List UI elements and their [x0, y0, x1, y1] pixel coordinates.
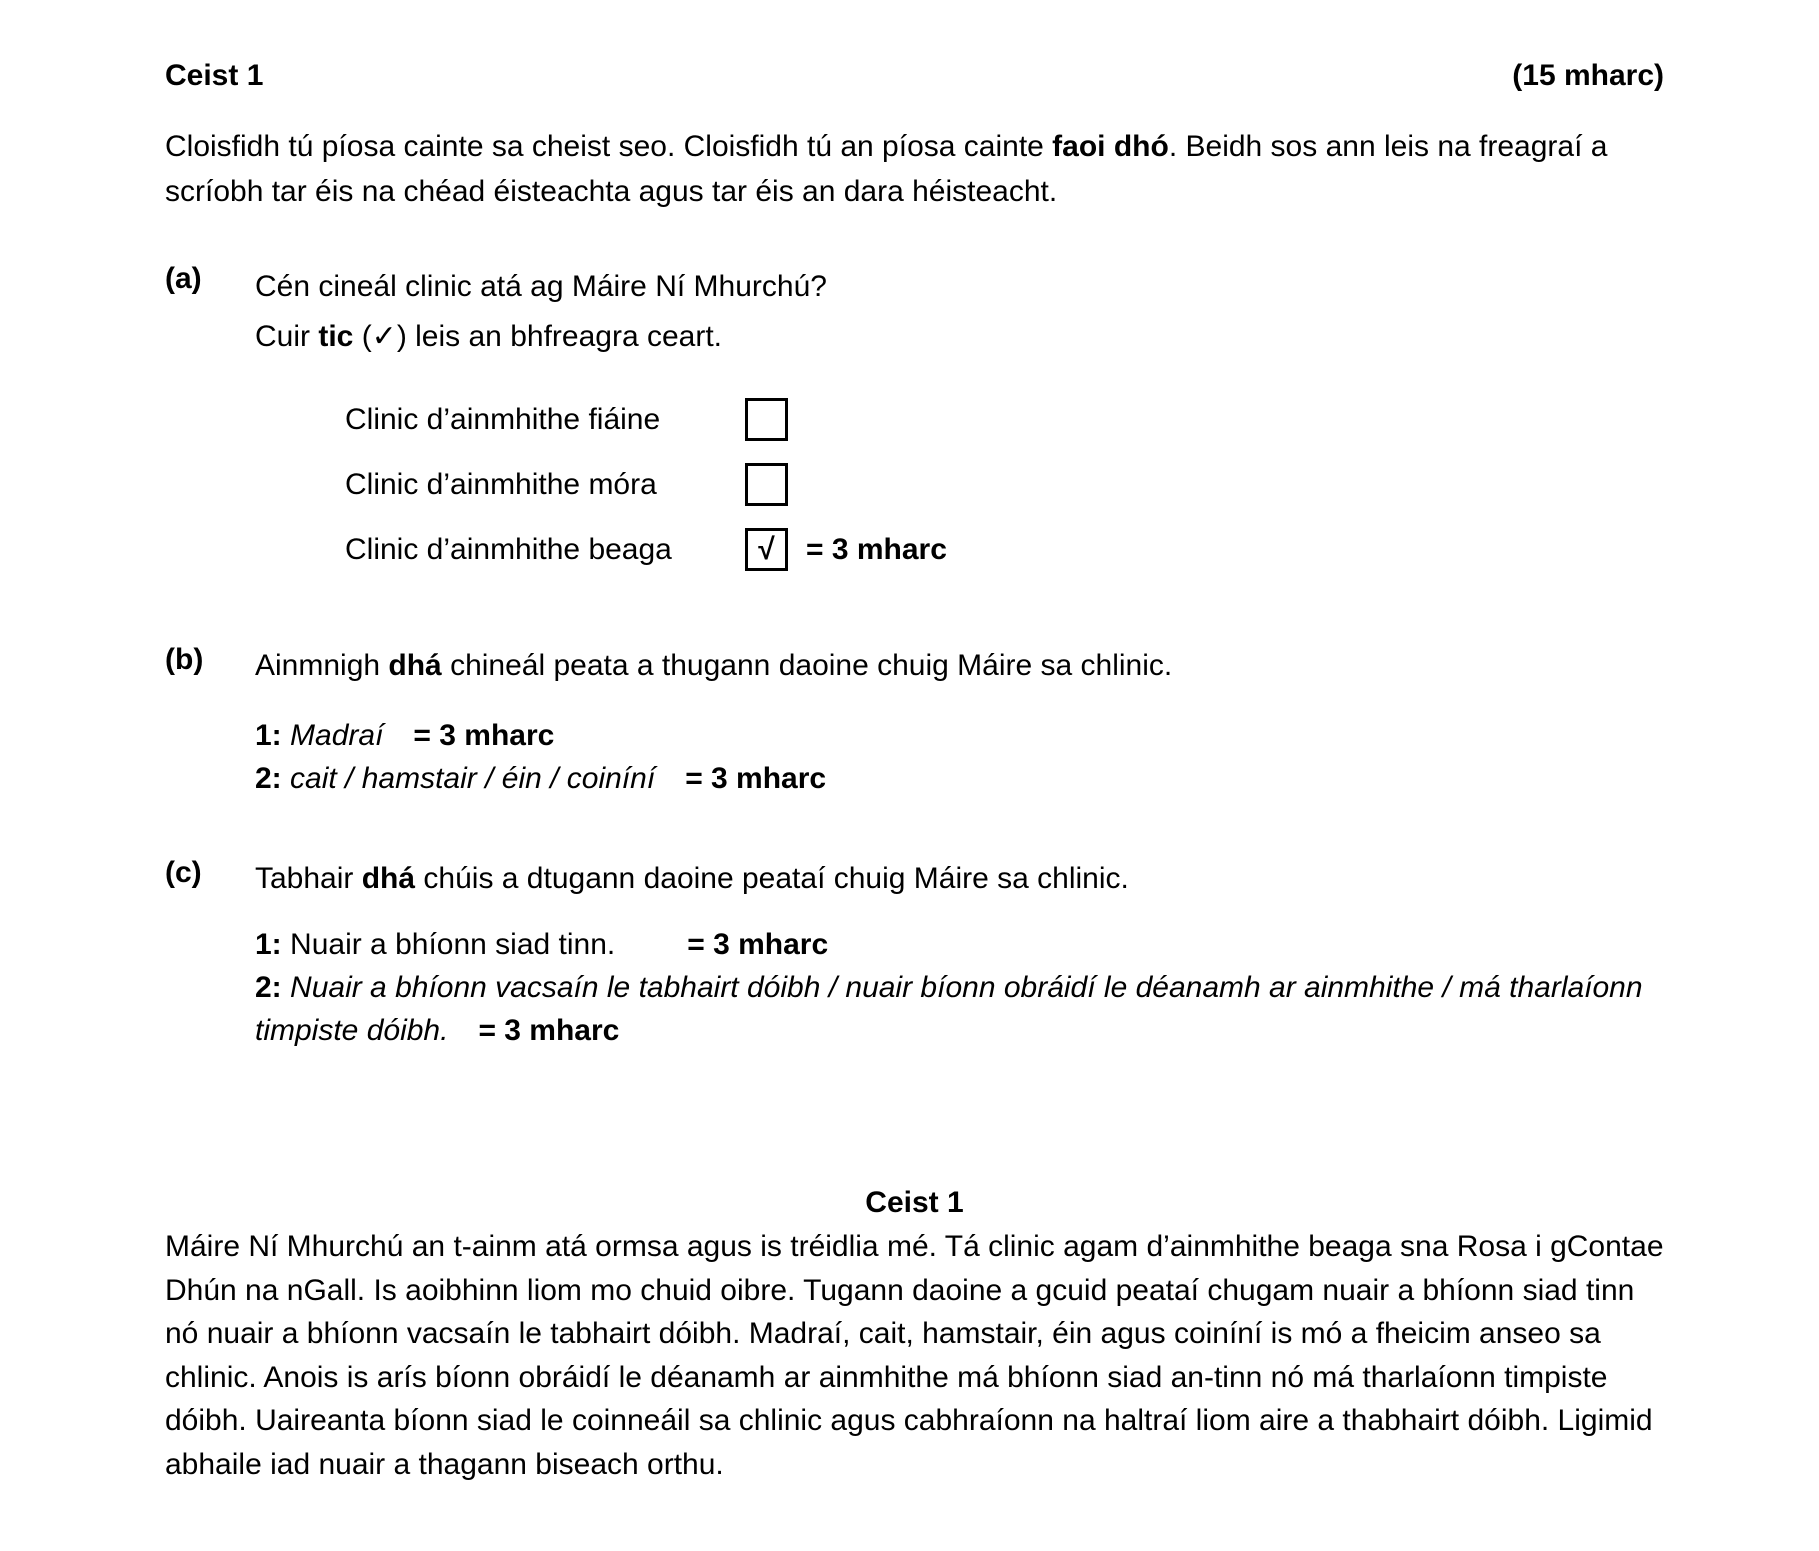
intro-bold-text: faoi dhó	[1052, 130, 1169, 163]
answer-text: Nuair a bhíonn vacsaín le tabhairt dóibh / nuair bíonn obráidí le déanamh ar ainmhithe / má tharlaíonn timpiste dóibh.	[255, 971, 1643, 1047]
answer-line	[255, 757, 1664, 800]
transcript-section	[165, 1180, 1664, 1486]
answer-line	[255, 966, 1664, 1052]
marks-award-text: = 3 mharc	[685, 762, 827, 795]
part-a-question-block	[255, 262, 1664, 362]
option-label: Clinic d’ainmhithe móra	[345, 467, 657, 501]
checkbox-empty	[745, 463, 788, 506]
intro-paragraph	[165, 124, 1645, 214]
question-text-pre: Tabhair	[255, 862, 362, 895]
transcript-paragraph: Máire Ní Mhurchú an t-ainm atá ormsa agus is tréidlia mé. Tá clinic agam d’ainmhithe beaga sna Rosa i gContae Dhún na nGall. Is aoibhinn liom mo chuid oibre. Tugann daoine a gcuid peataí chugam nuair a bhíonn siad tinn nó nuair a bhíonn vacsaín le tabhairt dóibh. Madraí, cait, hamstair, éin agus coiníní is mó a fheicim anseo sa chlinic. Anois is arís bíonn obráidí le déanamh ar ainmhithe má bhíonn siad an-tinn nó má tharlaíonn timpiste dóibh. Uaireanta bíonn siad le coinneáil sa chlinic agus cabhraíonn na haltraí liom aire a thabhairt dóibh. Ligimid abhaile iad nuair a thagann biseach orthu.	[165, 1230, 1664, 1481]
transcript-title: Ceist 1	[865, 1186, 964, 1219]
part-a-question: Cén cineál clinic atá ag Máire Ní Mhurchú?	[255, 270, 827, 303]
question-text-post: chúis a dtugann daoine peataí chuig Máire sa chlinic.	[415, 862, 1129, 895]
answer-option-row	[345, 398, 1664, 441]
tick-glyph: √	[758, 532, 775, 566]
answer-text: Nuair a bhíonn siad tinn.	[290, 928, 616, 961]
part-b-section	[165, 643, 1664, 688]
question-heading: Ceist 1	[165, 59, 264, 92]
answer-line	[255, 923, 1664, 966]
answer-number: 2:	[255, 971, 282, 1004]
answer-number: 1:	[255, 928, 282, 961]
answer-option-row	[345, 463, 1664, 506]
part-c-label: (c)	[165, 856, 202, 889]
part-c-question	[255, 856, 1664, 901]
marks-heading: (15 mharc)	[1512, 59, 1664, 92]
answer-number: 2:	[255, 762, 282, 795]
answer-option-row	[345, 528, 1664, 571]
intro-text-pre: Cloisfidh tú píosa cainte sa cheist seo. Cloisfidh tú an píosa cainte	[165, 130, 1053, 163]
instruction-bold-text: tic	[318, 320, 354, 353]
intro-text-post: . Beidh sos ann leis na freagraí a scríobh tar éis na chéad éisteachta agus tar éis an dara héisteacht.	[165, 130, 1608, 208]
part-c-answers	[255, 923, 1664, 1052]
part-c-section	[165, 856, 1664, 901]
answer-text: Madraí	[290, 719, 384, 752]
part-a-section	[165, 262, 1664, 362]
instruction-text-post: (✓) leis an bhfreagra ceart.	[353, 320, 722, 353]
page-header	[165, 56, 1664, 96]
marks-award-text: = 3 mharc	[806, 532, 947, 566]
marks-award-text: = 3 mharc	[413, 719, 555, 752]
checkbox-checked	[745, 528, 788, 571]
part-a-label: (a)	[165, 262, 202, 295]
option-label: Clinic d’ainmhithe beaga	[345, 532, 672, 566]
answer-number: 1:	[255, 719, 282, 752]
checkbox-empty	[745, 398, 788, 441]
answer-options	[345, 398, 1664, 571]
part-b-answers	[255, 714, 1664, 800]
question-bold-text: dhá	[361, 862, 416, 895]
instruction-text-pre: Cuir	[255, 320, 319, 353]
part-a-instruction	[255, 312, 1664, 362]
question-text-pre: Ainmnigh	[255, 649, 389, 682]
answer-line	[255, 714, 1664, 757]
marks-award-text: = 3 mharc	[687, 928, 829, 961]
answer-text: cait / hamstair / éin / coiníní	[290, 762, 656, 795]
question-bold-text: dhá	[388, 649, 442, 682]
option-label: Clinic d’ainmhithe fiáine	[345, 402, 661, 436]
marks-award-text: = 3 mharc	[478, 1014, 620, 1047]
question-text-post: chineál peata a thugann daoine chuig Máire sa chlinic.	[441, 649, 1173, 682]
part-b-question	[255, 643, 1664, 688]
part-b-label: (b)	[165, 643, 204, 676]
